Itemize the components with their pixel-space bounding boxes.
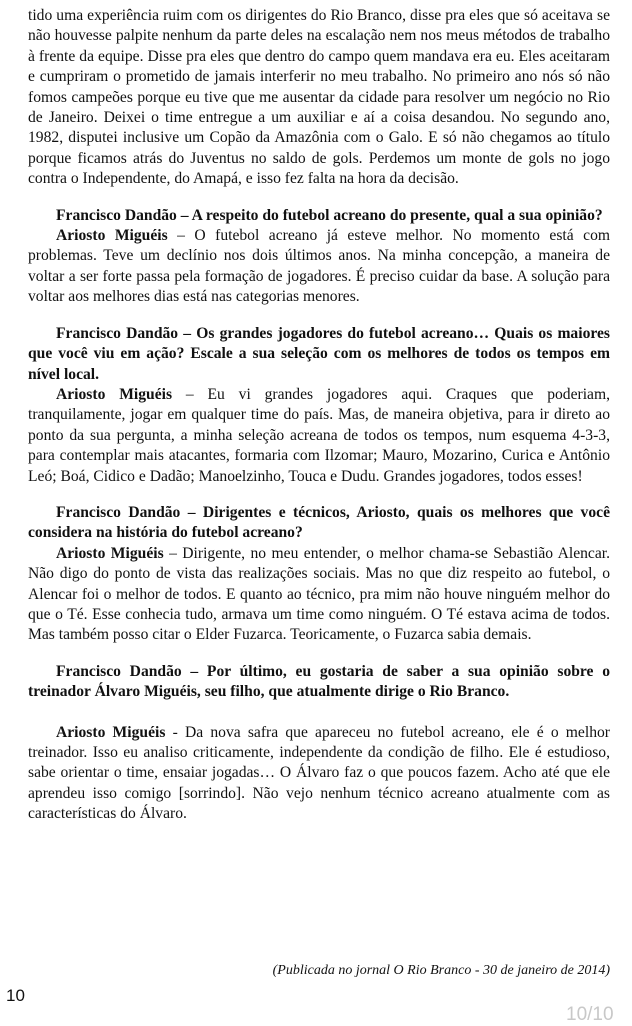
answer-text: – Eu vi grandes jogadores aqui. Craques que poderiam, tranquilamente, jogar em qualquer time do país. Mas, de maneira objetiva, para ir direto ao ponto da sua pergunta, a minha seleção acreana de todos os tempos, num esquema 4-3-3, para contemplar mais atacantes, formaria com Ilzomar; Mauro, Mozarino, Curica e Antônio Leó; Boá, Cidico e Dadão; Manoelzinho, Touca e Dudu. Grandes jogadores, todos esses!	[28, 385, 610, 485]
document-page	[28, 6, 610, 825]
answer-speaker: Ariosto Miguéis	[56, 723, 166, 741]
interview-block-2	[28, 324, 610, 487]
answer-text: – Dirigente, no meu entender, o melhor chama-se Sebastião Alencar. Não digo do ponto de vista das realizações sociais. Mas no que diz respeito ao futebol, o Alencar foi o melhor de todos. E quanto ao técnico, pra mim não houve ninguém melhor do que o Té. Esse conhecia tudo, armava um time como ninguém. O Té estava acima de todos. Mas também posso citar o Elder Fuzarca. Teoricamente, o Fuzarca sabia demais.	[28, 544, 610, 644]
answer-text: - Da nova safra que apareceu no futebol acreano, ele é o melhor treinador. Isso eu analiso criticamente, independente da condição de filho. Ele é estudioso, sabe orientar o time, ensaiar jogadas… O Álvaro faz o que poucos fazem. Acho até que ele aprendeu isso comigo [sorrindo]. Não vejo nenhum técnico acreano atualmente com as características do Álvaro.	[28, 723, 610, 823]
question-2: Francisco Dandão – Os grandes jogadores do futebol acreano… Quais os maiores que você viu em ação? Escale a sua seleção com os melhores de todos os tempos em nível local.	[28, 324, 610, 383]
interview-block-3	[28, 503, 610, 646]
answer-1	[28, 226, 610, 308]
answer-speaker: Ariosto Miguéis	[56, 544, 164, 562]
publication-credit: (Publicada no jornal O Rio Branco - 30 de janeiro de 2014)	[272, 963, 610, 978]
answer-text: – O futebol acreano já esteve melhor. No momento está com problemas. Teve um declínio nos dois últimos anos. Na minha concepção, a maneira de voltar a ser forte passa pela formação de jogadores. É preciso cuidar da base. A solução para voltar aos melhores dias está nas categorias menores.	[28, 227, 610, 306]
page-number: 10	[6, 986, 25, 1005]
answer-speaker: Ariosto Miguéis	[56, 385, 173, 403]
answer-4	[28, 723, 610, 825]
interview-block-1	[28, 206, 610, 308]
answer-speaker: Ariosto Miguéis	[56, 227, 168, 245]
answer-3	[28, 544, 610, 646]
interview-block-4	[28, 662, 610, 825]
question-1: Francisco Dandão – A respeito do futebol acreano do presente, qual a sua opinião?	[56, 206, 603, 224]
question-4: Francisco Dandão – Por último, eu gostaria de saber a sua opinião sobre o treinador Álvaro Miguéis, seu filho, que atualmente dirige o Rio Branco.	[28, 662, 610, 701]
answer-2	[28, 385, 610, 487]
question-3: Francisco Dandão – Dirigentes e técnicos, Ariosto, quais os melhores que você considera na história do futebol acreano?	[28, 503, 610, 542]
page-counter: 10/10	[566, 1004, 614, 1025]
intro-paragraph: tido uma experiência ruim com os dirigentes do Rio Branco, disse pra eles que só aceitava se não houvesse palpite nenhum da parte deles na escalação nem nos meus métodos de trabalho à frente da equipe. Disse pra eles que dentro do campo quem mandava era eu. Eles aceitaram e cumpriram o prometido de jamais interferir no meu trabalho. No primeiro ano nós só não fomos campeões porque eu tive que me ausentar da cidade para resolver um negócio no Rio de Janeiro. Deixei o time entregue a um auxiliar e aí a coisa desandou. No segundo ano, 1982, disputei inclusive um Copão da Amazônia com o Galo. E só não chegamos ao título porque ficamos atrás do Juventus no saldo de gols. Perdemos um monte de gols no jogo contra o Independente, do Amapá, e isso fez falta na hora da decisão.	[28, 7, 610, 188]
